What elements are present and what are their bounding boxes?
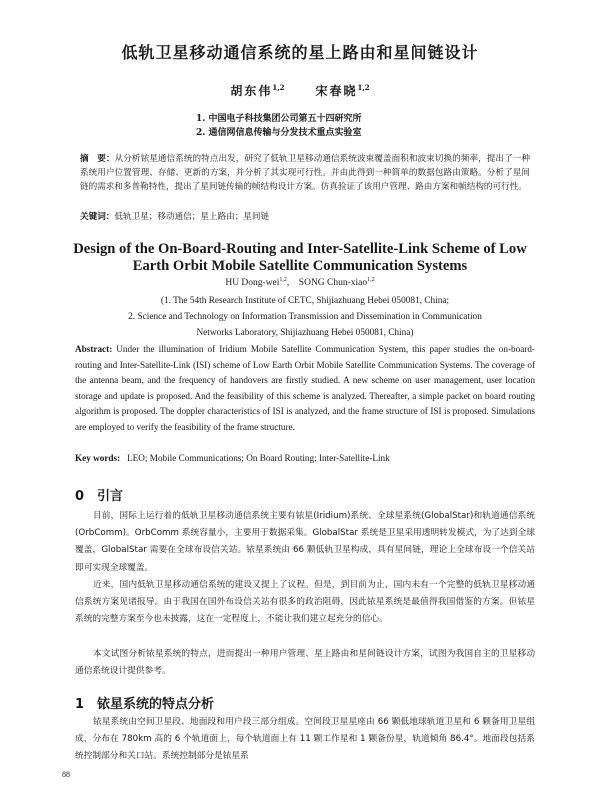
cn-author-1: 胡东伟 [230, 84, 273, 98]
en-author-2-sup: 1,2 [367, 277, 375, 283]
page-number: 88 [62, 770, 70, 779]
cn-abstract [80, 152, 530, 194]
intro-paragraph-1: 目前，国际上运行着的低轨卫星移动通信系统主要有铱星(Iridium)系统、全球星系统(GlobalStar)和轨道通信系统(OrbComm)。OrbComm 系统容量小，主要用于数据采集。GlobalStar 系统是卫星采用透明转发模式，为了达到全球覆盖，GlobalStar 需要在全球布设信关站。铱星系统由 66 颗低轨卫星构成，具有星间链，理论上全球布设一个信关站即可实现全球覆盖。 [75, 511, 535, 573]
section-title: 铱星系统的特点分析 [97, 697, 215, 712]
cn-keywords [80, 210, 530, 222]
en-abstract [75, 342, 535, 436]
en-abstract-text: Under the illumination of Iridium Mobile Satellite Communication System, this paper studies the on-board-routing and Inter-Satellite-Link (ISI) scheme of Low Earth Orbit Mobile Satellite Communication Systems. The coverage of the antenna beam, and the frequency of handovers are firstly studied. A new scheme on user management, user location storage and update is proposed. And the feasibility of this scheme is analyzed. Thereafter, a simple packet on board routing algorithm is proposed. The doppler characteristics of ISI is analyzed, and the frame structure of ISI is proposed. Simulations are employed to verify the feasibility of the frame structure. [75, 344, 535, 432]
intro-paragraph-2: 近来，国内低轨卫星移动通信系统的建设又提上了议程。但是，到目前为止，国内未有一个完整的低轨卫星移动通信系统方案见诸报导。由于我国在国外布设信关站有很多的政治阻碍，因此铱星系统是最值得我国借鉴的方案。但铱星系统的完整方案至今也未披露，这在一定程度上，不能让我们建立起充分的信心。 [75, 580, 535, 625]
en-affiliation-2b: Networks Laboratory, Shijiazhuang Hebei 050081, China) [196, 328, 414, 338]
chinese-authors [0, 82, 600, 99]
section-number: 1 [75, 697, 85, 712]
cn-author-2: 宋春晓 [315, 84, 358, 98]
intro-paragraph-3: 本文试图分析铱星系统的特点，进而提出一种用户管理、星上路由和星间链设计方案，试图为我国自主的卫星移动通信系统设计提供参考。 [75, 649, 535, 677]
english-title: Design of the On-Board-Routing and Inter-Satellite-Link Scheme of Low Earth Orbit Mobile Satellite Communication Systems [73, 241, 527, 274]
section-heading-iridium [75, 693, 214, 712]
cn-abstract-label: 摘 要： [80, 154, 115, 164]
section-title: 引言 [97, 489, 124, 504]
en-affiliation-2a: 2. Science and Technology on Information Transmission and Dissemination in Communication [128, 312, 482, 322]
section-heading-intro [75, 485, 123, 504]
cn-author-1-sup: 1,2 [272, 83, 285, 92]
cn-abstract-text: 从分析铱星通信系统的特点出发，研究了低轨卫星移动通信系统波束覆盖面积和波束切换的频率，提出了一种系统用户位置管理、存储、更新的方案，并分析了其实现可行性。并由此得到一种简单的数据包路由策略。分析了星间链的需求和多普勒特性，提出了星间链传输的帧结构设计方案。仿真验证了该用户管理、路由方案和帧结构的可行性。 [80, 154, 530, 192]
en-author-1: HU Dong-wei [225, 278, 280, 289]
chinese-title: 低轨卫星移动通信系统的星上路由和星间链设计 [121, 43, 479, 62]
en-keywords-text: LEO; Mobile Communications; On Board Routing; Inter-Satellite-Link [127, 453, 390, 463]
cn-keywords-text: 低轨卫星；移动通信；星上路由；星间链 [114, 212, 270, 222]
cn-keywords-label: 关键词： [80, 212, 115, 222]
en-author-1-sup: 1,2 [279, 277, 287, 283]
cn-affiliation-2: 2. 通信网信息传输与分发技术重点实验室 [196, 128, 362, 138]
en-keywords [75, 453, 535, 463]
en-keywords-label: Key words: [75, 453, 121, 463]
english-authors: HU Dong-wei$^{1,2}$, SONG Chun-xiao$^{1,2}$ [225, 277, 375, 289]
section-number: 0 [75, 489, 85, 504]
en-affiliation-1: (1. The 54th Research Institute of CETC, Shijiazhuang Hebei 050081, China; [160, 296, 450, 306]
en-abstract-label: Abstract: [75, 344, 113, 354]
section1-paragraph-1: 铱星系统由空间卫星段、地面段和用户段三部分组成。空间段卫星星座由 66 颗低地球轨道卫星和 6 颗备用卫星组成，分布在 780km 高的 6 个轨道面上，每个轨道面上有 11 颗工作星和 1 颗备份星，轨道倾角 86.4°。地面段包括系统控制部分和关口站。系统控制部分是铱星系 [75, 717, 535, 762]
cn-author-2-sup: 1,2 [357, 83, 370, 92]
en-author-2: SONG Chun-xiao [298, 278, 368, 289]
cn-affiliation-1: 1. 中国电子科技集团公司第五十四研究所 [196, 114, 362, 124]
